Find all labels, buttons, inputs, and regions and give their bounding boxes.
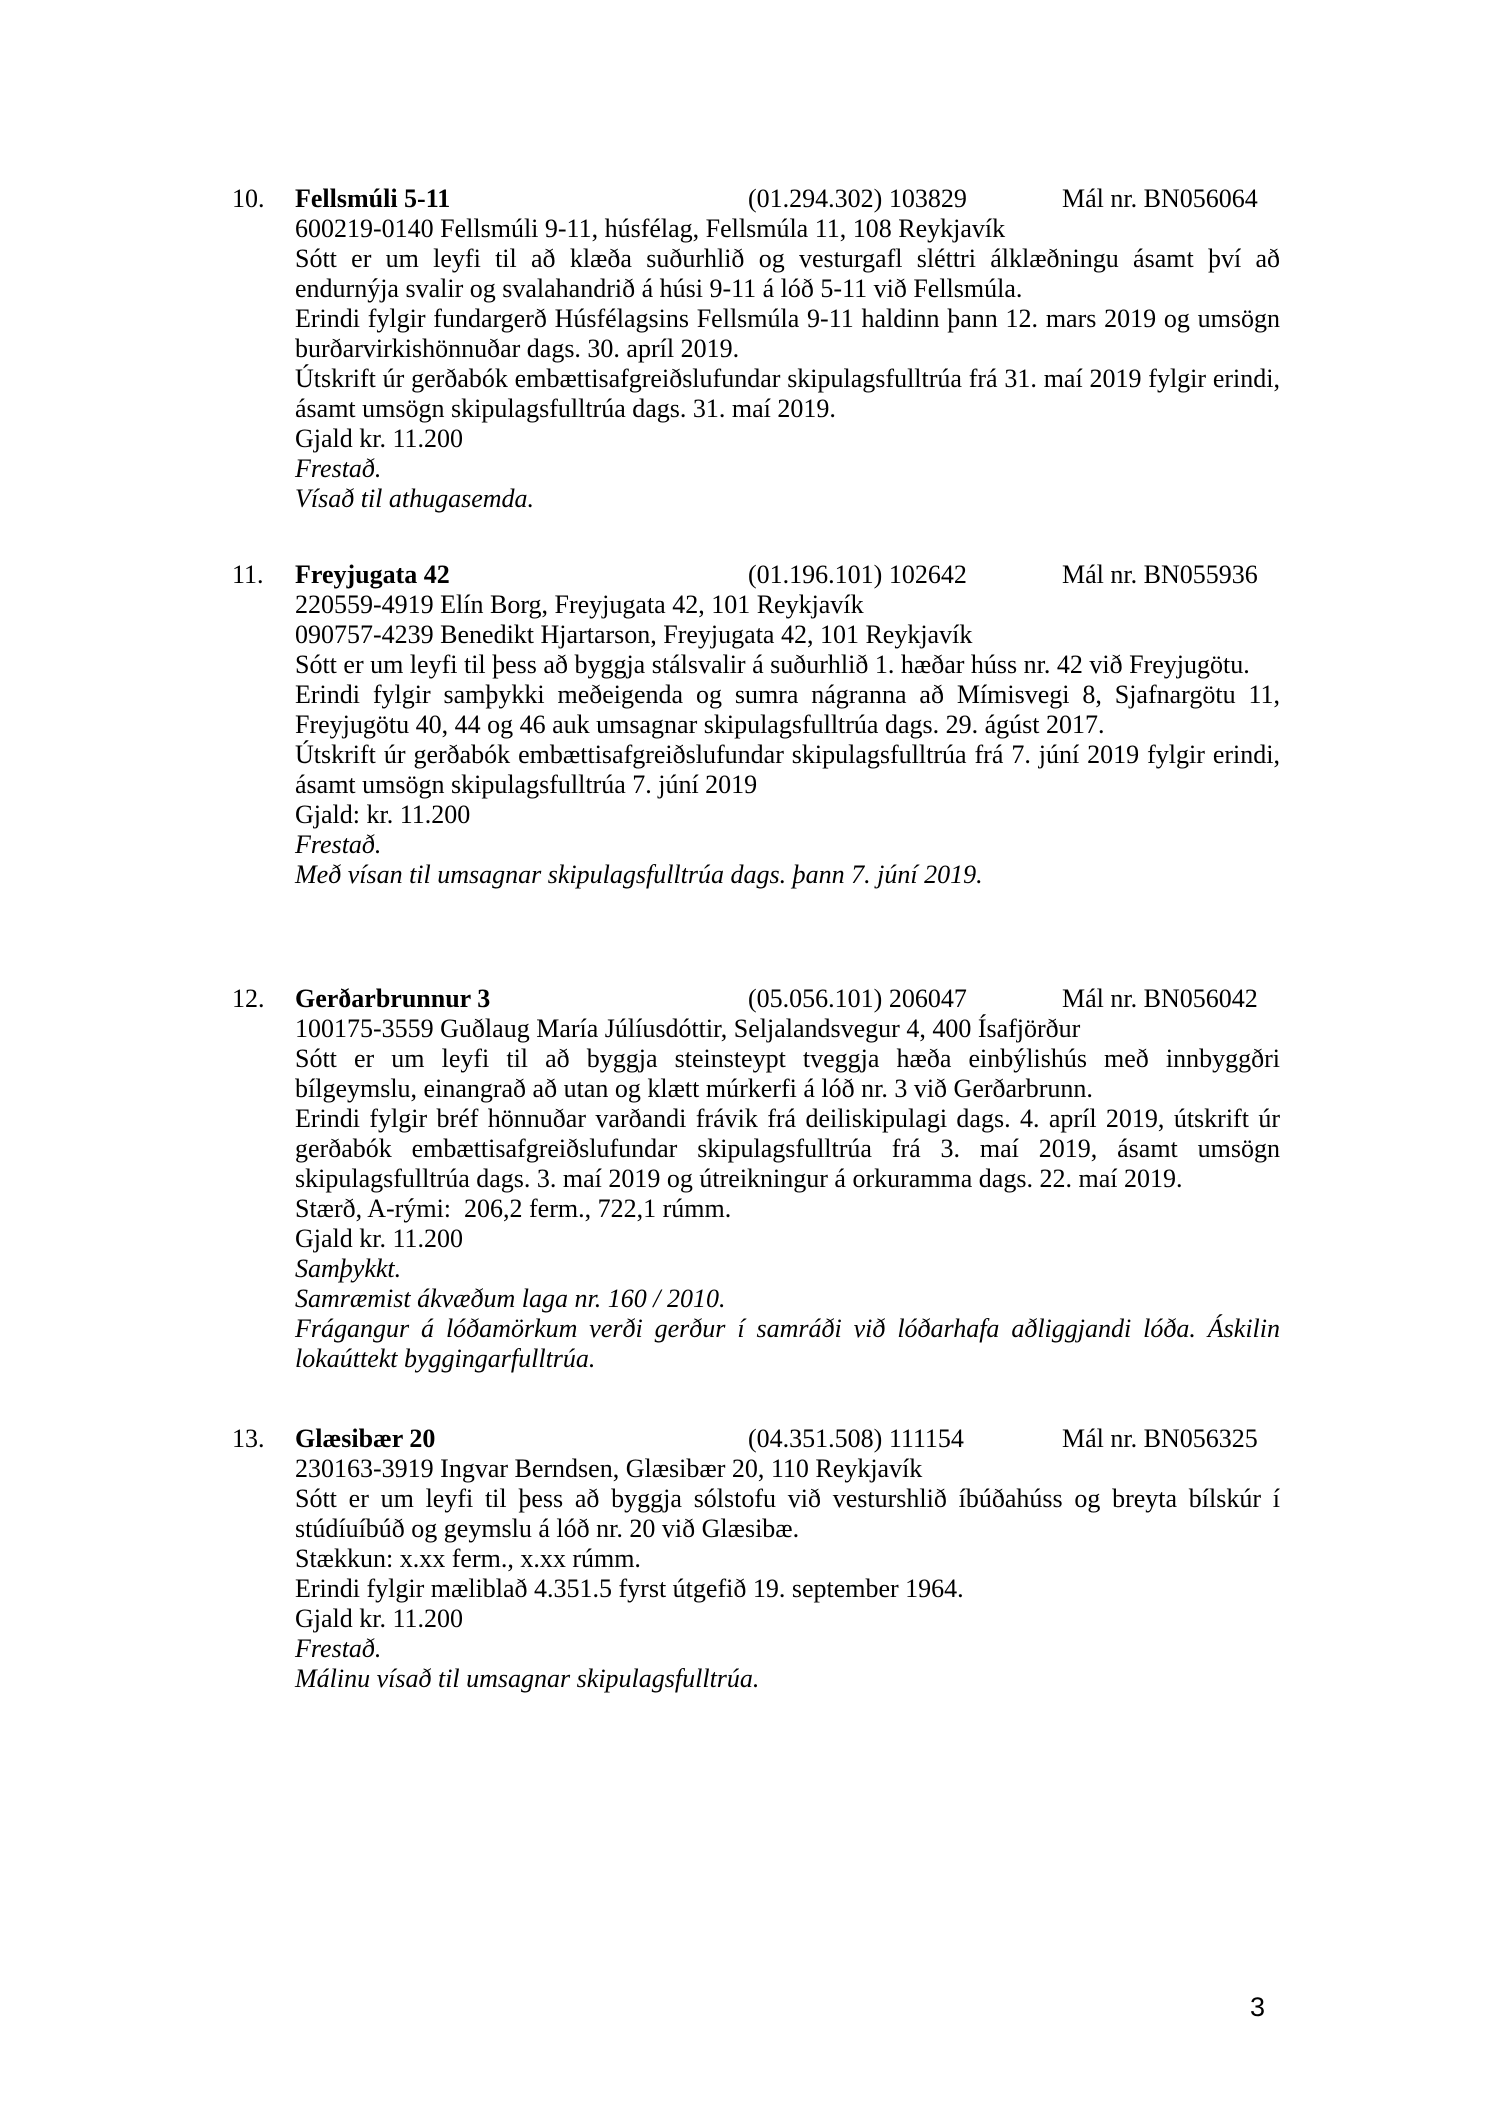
case-property-ref: (05.056.101) 206047 bbox=[748, 984, 967, 1013]
case-property-ref: (01.294.302) 103829 bbox=[748, 184, 967, 213]
case-address-title: Fellsmúli 5-11 bbox=[295, 184, 451, 213]
case-address-title: Gerðarbrunnur 3 bbox=[295, 984, 491, 1013]
case-line: Vísað til athugasemda. bbox=[295, 484, 535, 513]
case-line: Frestað. bbox=[295, 830, 382, 859]
case-file-number: Mál nr. BN056325 bbox=[1062, 1424, 1258, 1453]
case-line: Gjald: kr. 11.200 bbox=[295, 800, 471, 829]
case-line: Erindi fylgir samþykki meðeigenda og sumra nágranna að Mímisvegi 8, Sjafnargötu 11, Freyjugötu 40, 44 og 46 auk umsagnar skipulagsfulltrúa dags. 29. ágúst 2017. bbox=[295, 680, 1280, 739]
case-file-number: Mál nr. BN056064 bbox=[1062, 184, 1258, 213]
case-header bbox=[232, 184, 1280, 214]
case-line: Gjald kr. 11.200 bbox=[295, 1224, 464, 1253]
case-property-ref: (04.351.508) 111154 bbox=[748, 1424, 964, 1453]
case-line: Stærð, A-rými: 206,2 ferm., 722,1 rúmm. bbox=[295, 1194, 732, 1223]
case-list-number: 10. bbox=[232, 184, 265, 213]
page-number: 3 bbox=[1250, 1992, 1266, 2022]
case-line: Sótt er um leyfi til þess að byggja stálsvalir á suðurhlið 1. hæðar húss nr. 42 við Freyjugötu. bbox=[295, 650, 1250, 679]
case-line: 090757-4239 Benedikt Hjartarson, Freyjugata 42, 101 Reykjavík bbox=[295, 620, 973, 649]
case-line: Sótt er um leyfi til að byggja steinsteypt tveggja hæða einbýlishús með innbyggðri bílgeymslu, einangrað að utan og klætt múrkerfi á lóð nr. 3 við Gerðarbrunn. bbox=[295, 1044, 1280, 1103]
case-header bbox=[232, 1424, 1280, 1454]
case-line: 230163-3919 Ingvar Berndsen, Glæsibær 20, 110 Reykjavík bbox=[295, 1454, 923, 1483]
case-line: Erindi fylgir mæliblað 4.351.5 fyrst útgefið 19. september 1964. bbox=[295, 1574, 964, 1603]
case-line: Sótt er um leyfi til að klæða suðurhlið og vesturgafl sléttri álklæðningu ásamt því að endurnýja svalir og svalahandrið á húsi 9-11 á lóð 5-11 við Fellsmúla. bbox=[295, 244, 1280, 303]
case-header bbox=[232, 560, 1280, 590]
case-line: Samræmist ákvæðum laga nr. 160 / 2010. bbox=[295, 1284, 726, 1313]
case-property-ref: (01.196.101) 102642 bbox=[748, 560, 967, 589]
case-line: Gjald kr. 11.200 bbox=[295, 1604, 464, 1633]
case-line: Erindi fylgir bréf hönnuðar varðandi frávik frá deiliskipulagi dags. 4. apríl 2019, útskrift úr gerðabók embættisafgreiðslufundar skipulagsfulltrúa frá 3. maí 2019, ásamt umsögn skipulagsfulltrúa dags. 3. maí 2019 og útreikningur á orkuramma dags. 22. maí 2019. bbox=[295, 1104, 1280, 1193]
case-line: Gjald kr. 11.200 bbox=[295, 424, 464, 453]
case-list-number: 12. bbox=[232, 984, 265, 1013]
case-line: Frágangur á lóðamörkum verði gerður í samráði við lóðarhafa aðliggjandi lóða. Áskilin lokaúttekt byggingarfulltrúa. bbox=[295, 1314, 1280, 1373]
case-body bbox=[295, 590, 1280, 890]
case-line: 600219-0140 Fellsmúli 9-11, húsfélag, Fellsmúla 11, 108 Reykjavík bbox=[295, 214, 1006, 243]
case-body bbox=[295, 1454, 1280, 1694]
case-address-title: Glæsibær 20 bbox=[295, 1424, 436, 1453]
case-body bbox=[295, 1014, 1280, 1374]
case-line: Málinu vísað til umsagnar skipulagsfulltrúa. bbox=[295, 1664, 760, 1693]
case-line: Frestað. bbox=[295, 454, 382, 483]
case-item bbox=[232, 560, 1280, 890]
case-line: Erindi fylgir fundargerð Húsfélagsins Fellsmúla 9-11 haldinn þann 12. mars 2019 og umsögn burðarvirkishönnuðar dags. 30. apríl 2019. bbox=[295, 304, 1280, 363]
case-body bbox=[295, 214, 1280, 514]
case-item bbox=[232, 184, 1280, 514]
case-item bbox=[232, 984, 1280, 1374]
case-file-number: Mál nr. BN056042 bbox=[1062, 984, 1258, 1013]
case-line: Frestað. bbox=[295, 1634, 382, 1663]
case-line: Sótt er um leyfi til þess að byggja sólstofu við vesturshlið íbúðahúss og breyta bílskúr í stúdíuíbúð og geymslu á lóð nr. 20 við Glæsibæ. bbox=[295, 1484, 1280, 1543]
case-line: Útskrift úr gerðabók embættisafgreiðslufundar skipulagsfulltrúa frá 7. júní 2019 fylgir erindi, ásamt umsögn skipulagsfulltrúa 7. júní 2019 bbox=[295, 740, 1280, 799]
case-header bbox=[232, 984, 1280, 1014]
case-item bbox=[232, 1424, 1280, 1694]
case-list bbox=[232, 184, 1280, 1694]
case-line: Útskrift úr gerðabók embættisafgreiðslufundar skipulagsfulltrúa frá 31. maí 2019 fylgir erindi, ásamt umsögn skipulagsfulltrúa dags. 31. maí 2019. bbox=[295, 364, 1280, 423]
case-list-number: 13. bbox=[232, 1424, 265, 1453]
case-line: 100175-3559 Guðlaug María Júlíusdóttir, Seljalandsvegur 4, 400 Ísafjörður bbox=[295, 1014, 1081, 1043]
case-line: Samþykkt. bbox=[295, 1254, 402, 1283]
case-address-title: Freyjugata 42 bbox=[295, 560, 450, 589]
case-line: 220559-4919 Elín Borg, Freyjugata 42, 101 Reykjavík bbox=[295, 590, 864, 619]
case-list-number: 11. bbox=[232, 560, 264, 589]
case-line: Með vísan til umsagnar skipulagsfulltrúa dags. þann 7. júní 2019. bbox=[295, 860, 983, 889]
case-file-number: Mál nr. BN055936 bbox=[1062, 560, 1258, 589]
case-line: Stækkun: x.xx ferm., x.xx rúmm. bbox=[295, 1544, 641, 1573]
